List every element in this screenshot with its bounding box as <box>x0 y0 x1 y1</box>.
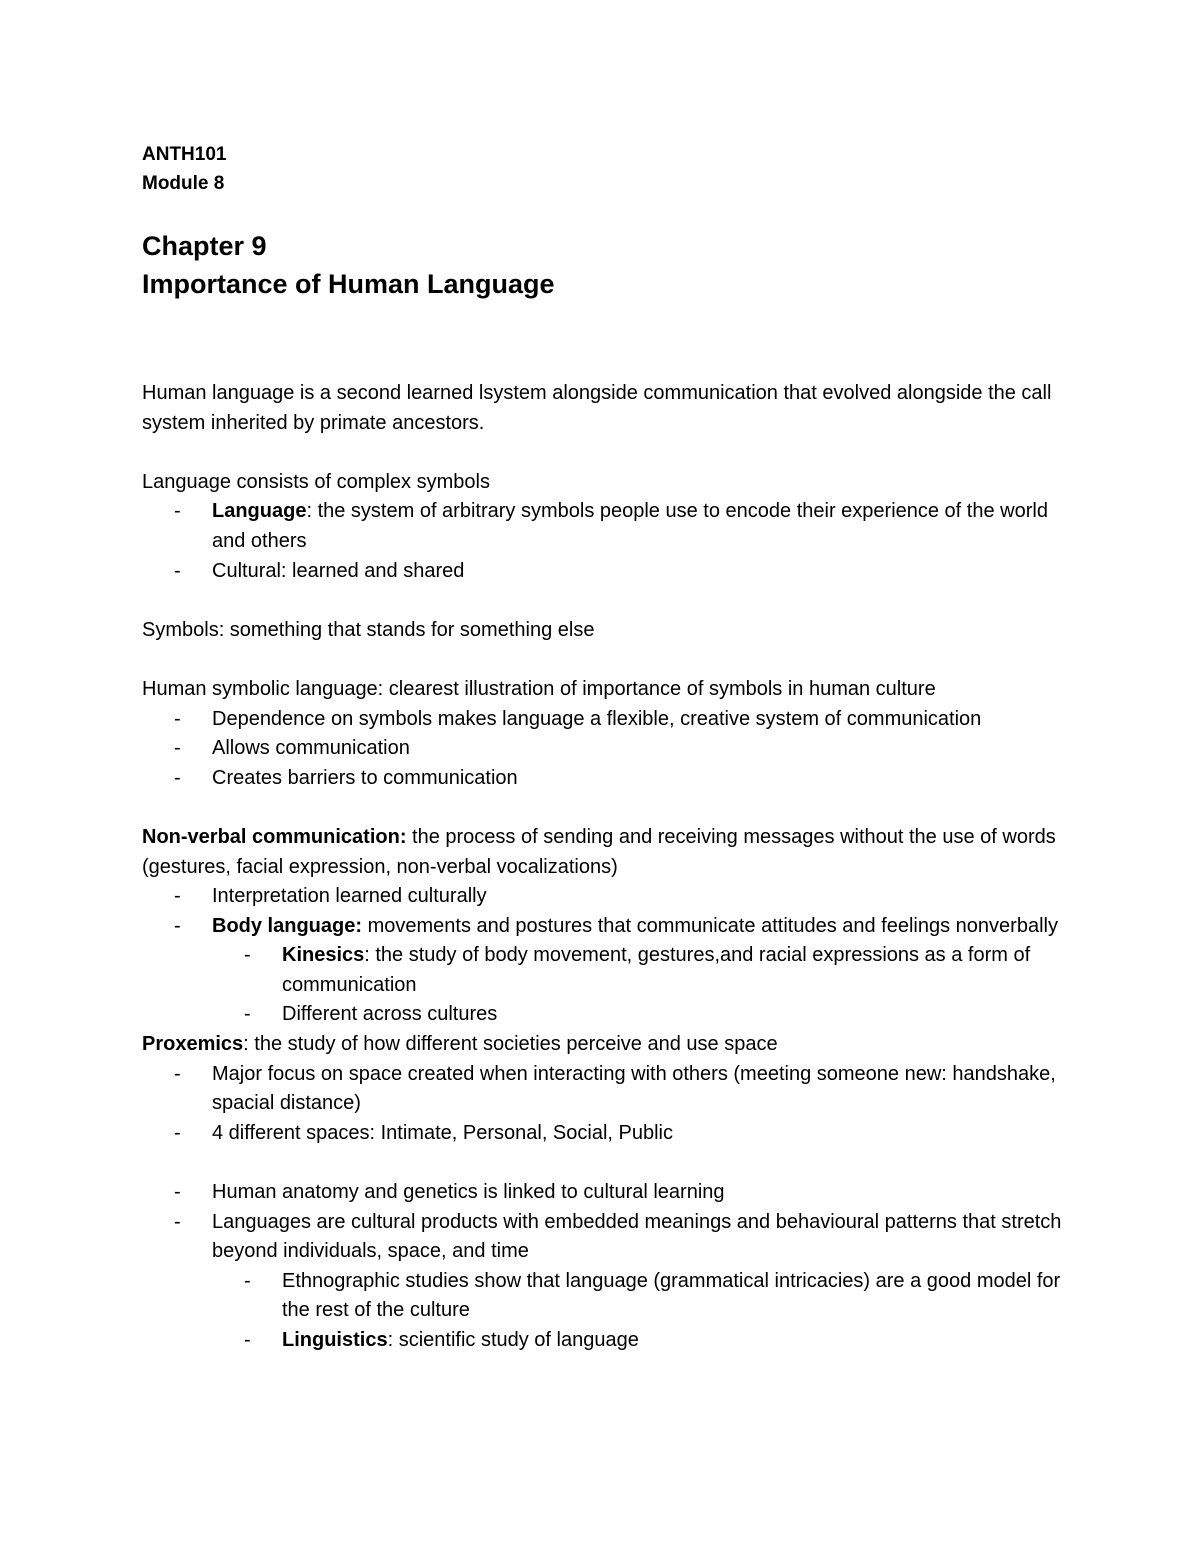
list-item: - Dependence on symbols makes language a flexible, creative system of communication <box>142 705 1082 735</box>
final-list <box>142 1178 1082 1356</box>
body-language-sublist <box>212 941 1082 1030</box>
proxemics-list <box>142 1060 1082 1149</box>
term-kinesics: Kinesics <box>282 944 365 967</box>
intro-paragraph: Human language is a second learned lsystem alongside communication that evolved alongside the call system inherited by primate ancestors. <box>142 382 1052 434</box>
list-item: - Language: the system of arbitrary symbols people use to encode their experience of the world and others <box>142 497 1082 556</box>
language-list <box>142 497 1082 586</box>
symbols-definition: Symbols: something that stands for something else <box>142 618 595 641</box>
list-item: - Interpretation learned culturally <box>142 882 1082 912</box>
symbolic-list <box>142 705 1082 794</box>
document-page <box>142 140 1082 1356</box>
list-item: - Creates barriers to communication <box>142 764 1082 794</box>
languages-sublist <box>212 1267 1082 1356</box>
list-item: - Ethnographic studies show that language (grammatical intricacies) are a good model for the rest of the culture <box>212 1267 1082 1326</box>
chapter-number: Chapter 9 <box>142 231 267 261</box>
list-item: - Body language: movements and postures that communicate attitudes and feelings nonverbally - Kinesics: the study of body movement, gestures,and racial expressions as a form of communication - Different across cultures <box>142 912 1082 1030</box>
term-nonverbal: Non-verbal communication: <box>142 825 407 848</box>
proxemics-definition: Proxemics: the study of how different societies perceive and use space <box>142 1033 778 1056</box>
list-item: - Kinesics: the study of body movement, gestures,and racial expressions as a form of communication <box>212 941 1082 1000</box>
nonverbal-list <box>142 882 1082 1030</box>
list-item: - Different across cultures <box>212 1000 1082 1030</box>
list-item: - Human anatomy and genetics is linked to cultural learning <box>142 1178 1082 1208</box>
symbolic-lead: Human symbolic language: clearest illustration of importance of symbols in human culture <box>142 677 936 700</box>
list-item: - Major focus on space created when interacting with others (meeting someone new: handshake, spacial distance) <box>142 1060 1082 1119</box>
language-lead: Language consists of complex symbols <box>142 470 490 493</box>
chapter-title: Importance of Human Language <box>142 269 555 299</box>
list-item: - Cultural: learned and shared <box>142 557 1082 587</box>
list-item: - Linguistics: scientific study of language <box>212 1326 1082 1356</box>
term-linguistics: Linguistics <box>282 1329 388 1351</box>
course-code: ANTH101 <box>142 144 227 165</box>
list-item: - 4 different spaces: Intimate, Personal, Social, Public <box>142 1119 1082 1149</box>
list-item: - Languages are cultural products with embedded meanings and behavioural patterns that stretch beyond individuals, space, and time - Ethnographic studies show that language (grammatical intricacies) are a good model for the rest of the culture - Linguistics: scientific study of language <box>142 1208 1082 1356</box>
nonverbal-definition: Non-verbal communication: the process of sending and receiving messages without the use of words (gestures, facial expression, non-verbal vocalizations) <box>142 825 1056 878</box>
list-item: - Allows communication <box>142 734 1082 764</box>
term-language: Language <box>212 500 307 523</box>
term-body-language: Body language: <box>212 914 363 937</box>
term-proxemics: Proxemics <box>142 1033 244 1056</box>
module-label: Module 8 <box>142 173 225 194</box>
